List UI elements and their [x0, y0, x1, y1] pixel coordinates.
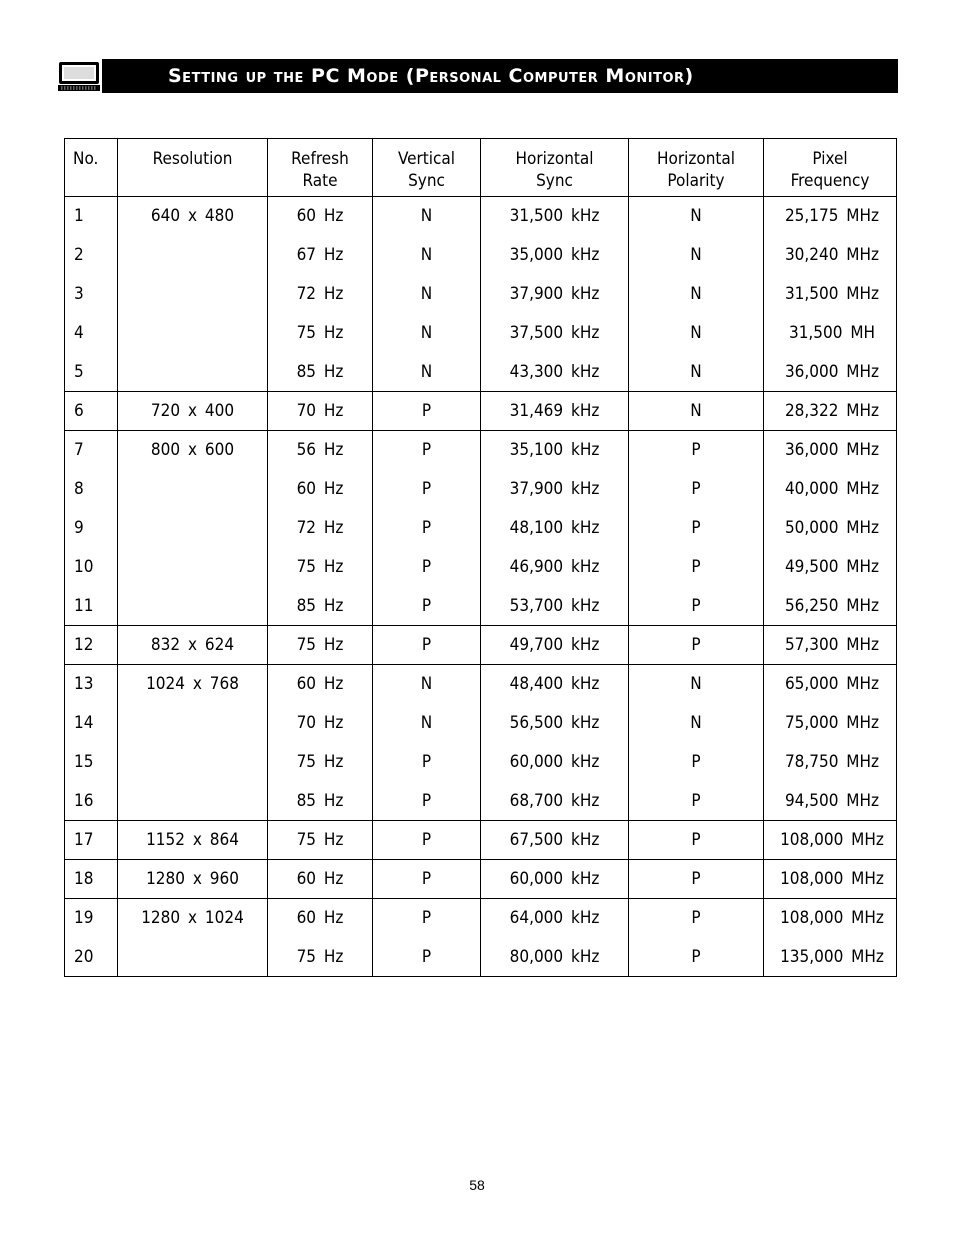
vertical-sync-cell: P [373, 431, 481, 470]
refresh-rate-cell: 85 Hz [268, 353, 373, 392]
mode-number-cell: 13 [65, 665, 118, 704]
horizontal-polarity-cell: P [629, 938, 764, 977]
horizontal-sync-cell: 56,500 kHz [481, 704, 629, 743]
pixel-frequency-cell: 31,500 MH [764, 314, 897, 353]
page-number: 58 [469, 1177, 485, 1193]
pixel-frequency-cell: 65,000 MHz [764, 665, 897, 704]
column-header: Vertical Sync [373, 139, 481, 197]
pc-mode-table [64, 138, 897, 977]
horizontal-polarity-cell: P [629, 626, 764, 665]
column-header: No. [65, 139, 118, 197]
mode-number-cell: 4 [65, 314, 118, 353]
refresh-rate-cell: 75 Hz [268, 626, 373, 665]
table-row [65, 353, 897, 392]
horizontal-sync-cell: 67,500 kHz [481, 821, 629, 860]
horizontal-polarity-cell: P [629, 548, 764, 587]
pixel-frequency-cell: 36,000 MHz [764, 353, 897, 392]
table-row [65, 938, 897, 977]
vertical-sync-cell: P [373, 548, 481, 587]
horizontal-sync-cell: 49,700 kHz [481, 626, 629, 665]
mode-number-cell: 12 [65, 626, 118, 665]
table-row [65, 197, 897, 236]
mode-number-cell: 18 [65, 860, 118, 899]
pixel-frequency-cell: 57,300 MHz [764, 626, 897, 665]
horizontal-polarity-cell: P [629, 899, 764, 938]
table-row [65, 821, 897, 860]
vertical-sync-cell: N [373, 353, 481, 392]
mode-number-cell: 8 [65, 470, 118, 509]
refresh-rate-cell: 72 Hz [268, 509, 373, 548]
mode-number-cell: 20 [65, 938, 118, 977]
pixel-frequency-cell: 49,500 MHz [764, 548, 897, 587]
mode-number-cell: 2 [65, 236, 118, 275]
horizontal-sync-cell: 31,469 kHz [481, 392, 629, 431]
resolution-cell: 1280 x 960 [118, 860, 268, 899]
refresh-rate-cell: 67 Hz [268, 236, 373, 275]
horizontal-sync-cell: 31,500 kHz [481, 197, 629, 236]
vertical-sync-cell: P [373, 626, 481, 665]
resolution-group [65, 860, 897, 899]
horizontal-polarity-cell: P [629, 470, 764, 509]
mode-number-cell: 14 [65, 704, 118, 743]
table-row [65, 899, 897, 938]
table-row [65, 314, 897, 353]
resolution-cell: 1024 x 768 [118, 665, 268, 704]
refresh-rate-cell: 60 Hz [268, 470, 373, 509]
horizontal-polarity-cell: N [629, 704, 764, 743]
table-row [65, 704, 897, 743]
pixel-frequency-cell: 40,000 MHz [764, 470, 897, 509]
refresh-rate-cell: 85 Hz [268, 782, 373, 821]
pixel-frequency-cell: 36,000 MHz [764, 431, 897, 470]
pixel-frequency-cell: 108,000 MHz [764, 821, 897, 860]
resolution-group [65, 392, 897, 431]
mode-number-cell: 7 [65, 431, 118, 470]
refresh-rate-cell: 72 Hz [268, 275, 373, 314]
resolution-group [65, 197, 897, 392]
pixel-frequency-cell: 30,240 MHz [764, 236, 897, 275]
horizontal-sync-cell: 48,100 kHz [481, 509, 629, 548]
vertical-sync-cell: P [373, 470, 481, 509]
horizontal-sync-cell: 37,900 kHz [481, 275, 629, 314]
horizontal-sync-cell: 53,700 kHz [481, 587, 629, 626]
refresh-rate-cell: 85 Hz [268, 587, 373, 626]
resolution-group [65, 821, 897, 860]
vertical-sync-cell: P [373, 743, 481, 782]
refresh-rate-cell: 60 Hz [268, 665, 373, 704]
refresh-rate-cell: 75 Hz [268, 938, 373, 977]
vertical-sync-cell: N [373, 275, 481, 314]
horizontal-sync-cell: 68,700 kHz [481, 782, 629, 821]
refresh-rate-cell: 75 Hz [268, 314, 373, 353]
vertical-sync-cell: N [373, 704, 481, 743]
resolution-cell: 720 x 400 [118, 392, 268, 431]
horizontal-sync-cell: 60,000 kHz [481, 743, 629, 782]
mode-number-cell: 9 [65, 509, 118, 548]
horizontal-polarity-cell: N [629, 197, 764, 236]
resolution-cell [118, 314, 268, 353]
pixel-frequency-cell: 25,175 MHz [764, 197, 897, 236]
pixel-frequency-cell: 94,500 MHz [764, 782, 897, 821]
vertical-sync-cell: P [373, 782, 481, 821]
vertical-sync-cell: P [373, 938, 481, 977]
vertical-sync-cell: P [373, 587, 481, 626]
horizontal-sync-cell: 80,000 kHz [481, 938, 629, 977]
horizontal-polarity-cell: N [629, 275, 764, 314]
pixel-frequency-cell: 75,000 MHz [764, 704, 897, 743]
resolution-cell [118, 704, 268, 743]
pixel-frequency-cell: 56,250 MHz [764, 587, 897, 626]
table-row [65, 743, 897, 782]
vertical-sync-cell: P [373, 509, 481, 548]
column-header: Refresh Rate [268, 139, 373, 197]
resolution-group [65, 626, 897, 665]
horizontal-sync-cell: 35,000 kHz [481, 236, 629, 275]
horizontal-sync-cell: 37,500 kHz [481, 314, 629, 353]
vertical-sync-cell: N [373, 665, 481, 704]
horizontal-sync-cell: 43,300 kHz [481, 353, 629, 392]
refresh-rate-cell: 75 Hz [268, 743, 373, 782]
horizontal-polarity-cell: P [629, 509, 764, 548]
table-row [65, 782, 897, 821]
table-row [65, 509, 897, 548]
resolution-cell [118, 548, 268, 587]
resolution-cell [118, 275, 268, 314]
refresh-rate-cell: 60 Hz [268, 860, 373, 899]
refresh-rate-cell: 70 Hz [268, 704, 373, 743]
resolution-cell [118, 938, 268, 977]
refresh-rate-cell: 70 Hz [268, 392, 373, 431]
table-row [65, 860, 897, 899]
resolution-cell [118, 743, 268, 782]
resolution-group [65, 899, 897, 977]
horizontal-sync-cell: 64,000 kHz [481, 899, 629, 938]
horizontal-polarity-cell: N [629, 392, 764, 431]
mode-number-cell: 17 [65, 821, 118, 860]
resolution-cell [118, 509, 268, 548]
section-title: Setting up the PC Mode (Personal Computer Monitor) [168, 65, 694, 87]
resolution-group [65, 665, 897, 821]
mode-number-cell: 1 [65, 197, 118, 236]
resolution-cell: 1280 x 1024 [118, 899, 268, 938]
column-header: Horizontal Sync [481, 139, 629, 197]
refresh-rate-cell: 60 Hz [268, 899, 373, 938]
table-row [65, 392, 897, 431]
horizontal-polarity-cell: P [629, 431, 764, 470]
table-row [65, 587, 897, 626]
table-row [65, 626, 897, 665]
resolution-cell [118, 353, 268, 392]
table-header-row [65, 139, 897, 197]
table-row [65, 548, 897, 587]
resolution-cell: 1152 x 864 [118, 821, 268, 860]
pixel-frequency-cell: 108,000 MHz [764, 899, 897, 938]
mode-number-cell: 16 [65, 782, 118, 821]
horizontal-sync-cell: 46,900 kHz [481, 548, 629, 587]
column-header: Pixel Frequency [764, 139, 897, 197]
horizontal-sync-cell: 60,000 kHz [481, 860, 629, 899]
horizontal-sync-cell: 37,900 kHz [481, 470, 629, 509]
resolution-cell [118, 587, 268, 626]
resolution-cell: 800 x 600 [118, 431, 268, 470]
monitor-icon [56, 59, 102, 93]
vertical-sync-cell: P [373, 821, 481, 860]
pixel-frequency-cell: 50,000 MHz [764, 509, 897, 548]
refresh-rate-cell: 60 Hz [268, 197, 373, 236]
column-header: Horizontal Polarity [629, 139, 764, 197]
pixel-frequency-cell: 31,500 MHz [764, 275, 897, 314]
vertical-sync-cell: N [373, 314, 481, 353]
section-header-bar [56, 59, 898, 93]
column-header: Resolution [118, 139, 268, 197]
refresh-rate-cell: 75 Hz [268, 821, 373, 860]
table-row [65, 431, 897, 470]
horizontal-sync-cell: 35,100 kHz [481, 431, 629, 470]
pixel-frequency-cell: 28,322 MHz [764, 392, 897, 431]
pixel-frequency-cell: 135,000 MHz [764, 938, 897, 977]
horizontal-polarity-cell: N [629, 314, 764, 353]
mode-number-cell: 15 [65, 743, 118, 782]
vertical-sync-cell: P [373, 392, 481, 431]
resolution-cell [118, 782, 268, 821]
refresh-rate-cell: 75 Hz [268, 548, 373, 587]
horizontal-polarity-cell: P [629, 860, 764, 899]
horizontal-polarity-cell: P [629, 743, 764, 782]
vertical-sync-cell: N [373, 236, 481, 275]
table-row [65, 236, 897, 275]
horizontal-polarity-cell: P [629, 782, 764, 821]
horizontal-sync-cell: 48,400 kHz [481, 665, 629, 704]
mode-number-cell: 19 [65, 899, 118, 938]
mode-number-cell: 6 [65, 392, 118, 431]
resolution-cell [118, 236, 268, 275]
horizontal-polarity-cell: N [629, 236, 764, 275]
table-row [65, 665, 897, 704]
table-row [65, 470, 897, 509]
mode-number-cell: 5 [65, 353, 118, 392]
horizontal-polarity-cell: N [629, 353, 764, 392]
table-row [65, 275, 897, 314]
pixel-frequency-cell: 108,000 MHz [764, 860, 897, 899]
resolution-cell: 640 x 480 [118, 197, 268, 236]
horizontal-polarity-cell: N [629, 665, 764, 704]
vertical-sync-cell: N [373, 197, 481, 236]
mode-number-cell: 10 [65, 548, 118, 587]
mode-number-cell: 3 [65, 275, 118, 314]
mode-number-cell: 11 [65, 587, 118, 626]
vertical-sync-cell: P [373, 860, 481, 899]
resolution-cell: 832 x 624 [118, 626, 268, 665]
vertical-sync-cell: P [373, 899, 481, 938]
horizontal-polarity-cell: P [629, 821, 764, 860]
refresh-rate-cell: 56 Hz [268, 431, 373, 470]
pixel-frequency-cell: 78,750 MHz [764, 743, 897, 782]
resolution-group [65, 431, 897, 626]
resolution-cell [118, 470, 268, 509]
horizontal-polarity-cell: P [629, 587, 764, 626]
